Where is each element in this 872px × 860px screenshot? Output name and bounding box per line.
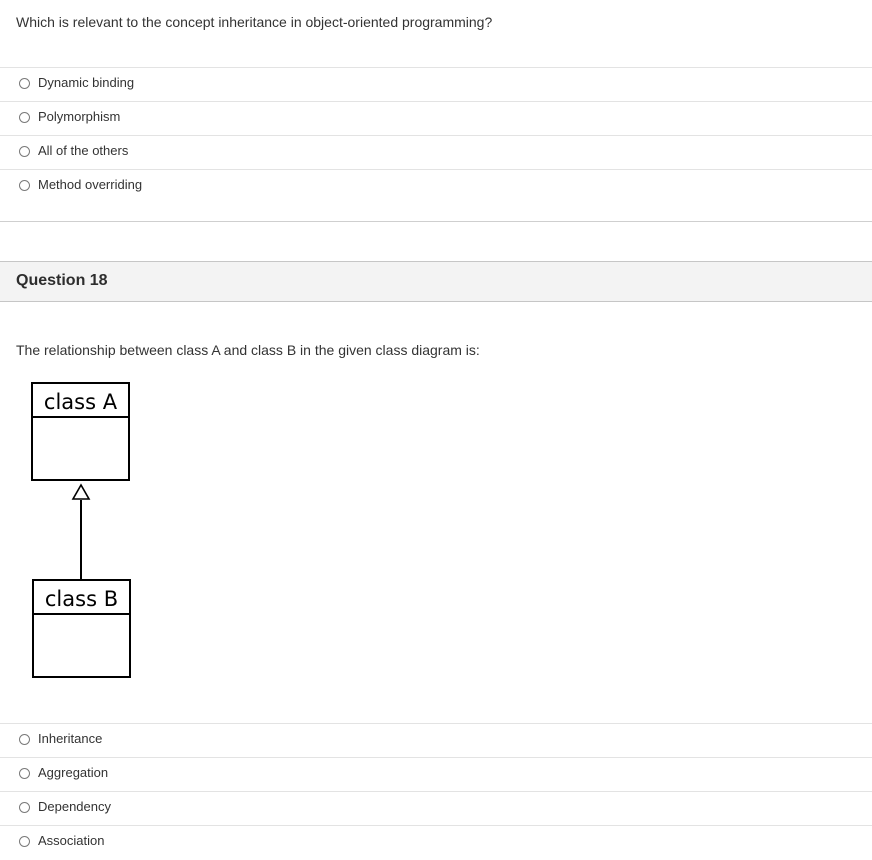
divider	[0, 221, 872, 222]
question-title: Question 18	[16, 272, 108, 289]
question-17-options	[0, 67, 872, 203]
option-association[interactable]	[0, 825, 872, 859]
option-aggregation[interactable]	[0, 757, 872, 791]
option-label[interactable]: All of the others	[38, 143, 129, 158]
question-18-options	[0, 723, 872, 859]
option-all-of-the-others[interactable]	[0, 135, 872, 169]
class-b-name: class B	[44, 587, 119, 611]
question-17-text: Which is relevant to the concept inheritance in object-oriented programming?	[16, 14, 493, 30]
radio-button[interactable]	[19, 836, 30, 847]
option-label[interactable]: Dynamic binding	[38, 75, 135, 90]
option-dynamic-binding[interactable]	[0, 67, 872, 101]
option-label[interactable]: Method overriding	[38, 177, 143, 192]
radio-button[interactable]	[19, 78, 30, 89]
radio-button[interactable]	[19, 802, 30, 813]
question-18-text: The relationship between class A and class B in the given class diagram is:	[16, 342, 480, 358]
option-method-overriding[interactable]	[0, 169, 872, 203]
option-label[interactable]: Inheritance	[38, 731, 103, 746]
option-label[interactable]: Aggregation	[38, 765, 109, 780]
class-diagram-svg	[0, 375, 150, 685]
option-inheritance[interactable]	[0, 723, 872, 757]
radio-button[interactable]	[19, 146, 30, 157]
question-18-header	[0, 261, 872, 302]
class-a-name: class A	[43, 390, 118, 414]
class-diagram	[0, 375, 150, 690]
radio-button[interactable]	[19, 112, 30, 123]
option-label[interactable]: Association	[38, 833, 105, 848]
radio-button[interactable]	[19, 734, 30, 745]
radio-button[interactable]	[19, 180, 30, 191]
option-dependency[interactable]	[0, 791, 872, 825]
generalization-arrowhead	[73, 485, 89, 499]
option-polymorphism[interactable]	[0, 101, 872, 135]
option-label[interactable]: Polymorphism	[38, 109, 121, 124]
radio-button[interactable]	[19, 768, 30, 779]
option-label[interactable]: Dependency	[38, 799, 111, 814]
